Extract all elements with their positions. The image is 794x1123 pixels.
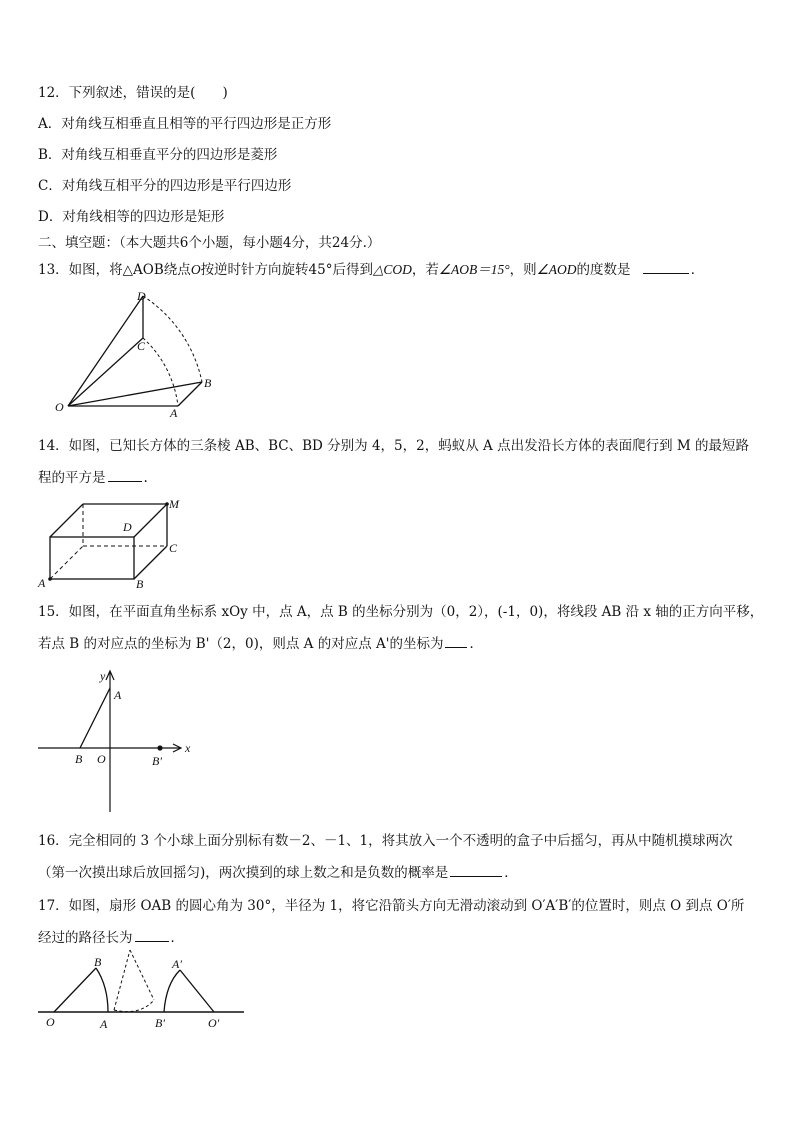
q13-text-4: ，则 [509, 262, 537, 278]
q15-label-x: x [185, 741, 191, 755]
q15-label-b-prime: B′ [152, 754, 162, 768]
q17-text: 经过的路径长为 [38, 930, 133, 946]
q14-label-m: M [169, 497, 179, 511]
q14-label-d: D [123, 520, 132, 534]
q17-label-o-prime: O′ [208, 1016, 220, 1030]
q13-triangle-cod: △COD [373, 262, 412, 277]
q13-text-1: 13．如图，将△AOB绕点 [38, 262, 191, 278]
q16-end: ． [504, 865, 518, 881]
q15-line1: 15．如图，在平面直角坐标系 xOy 中，点 A，点 B 的坐标分别为（0，2），(-1，0)，将线段 AB 沿 x 轴的正方向平移， [38, 604, 764, 620]
q15-text: 若点 B 的对应点的坐标为 B'（2，0)，则点 A 的对应点 A'的坐标为 [38, 636, 444, 652]
q14-label-b: B [136, 577, 144, 591]
q17-end: ． [170, 930, 184, 946]
q13-label-a: A [170, 406, 178, 420]
q17-line1: 17．如图，扇形 OAB 的圆心角为 30°，半径为 1，将它沿箭头方向无滑动滚动到 O′A′B′的位置时，则点 O 到点 O′所 [38, 898, 745, 914]
q13-text-3: ，若 [411, 262, 439, 278]
q14-label-c: C [169, 541, 178, 555]
q14-label-a: A [38, 576, 46, 590]
q13-end: ． [690, 262, 705, 278]
q16-text: （第一次摸出球后放回摇匀)，两次摸到的球上数之和是负数的概率是 [38, 865, 449, 881]
q17-label-b: B [94, 955, 102, 969]
q13-angle-aob: ∠AOB＝15° [438, 262, 510, 277]
q12-option-b: B．对角线互相垂直平分的四边形是菱形 [38, 147, 278, 163]
q14-text: 程的平方是 [38, 470, 106, 486]
q12-option-a: A．对角线互相垂直且相等的平行四边形是正方形 [38, 116, 332, 132]
q13-point-o: O [190, 262, 201, 277]
q16-line1: 16．完全相同的 3 个小球上面分别标有数－2、－1、1，将其放入一个不透明的盒子中后摇匀，再从中随机摸球两次 [38, 833, 733, 849]
q17-label-a-prime: A′ [172, 957, 182, 971]
q15-label-y: y [100, 669, 106, 683]
q17-label-o: O [46, 1015, 55, 1029]
q12-stem: 12．下列叙述，错误的是( ) [38, 85, 228, 101]
q14-line1: 14．如图，已知长方体的三条棱 AB、BC、BD 分别为 4，5，2，蚂蚁从 A 点出发沿长方体的表面爬行到 M 的最短路 [38, 438, 749, 454]
q13-text-5: 的度数是 [576, 262, 631, 278]
q12-option-c: C．对角线互相平分的四边形是平行四边形 [38, 178, 292, 194]
q12-option-d: D．对角线相等的四边形是矩形 [38, 209, 225, 225]
q15-label-b: B [75, 752, 83, 766]
section-fill-in-header: 二、填空题：（本大题共6个小题，每小题4分，共24分.） [38, 235, 381, 251]
q15-label-o: O [97, 752, 106, 766]
q15-label-a: A [114, 688, 122, 702]
q15-end: ． [469, 636, 483, 652]
q13-label-o: O [55, 400, 64, 414]
q13-label-c: C [137, 339, 146, 353]
q13-angle-aod: ∠AOD [536, 262, 577, 277]
q13-label-d: D [137, 289, 146, 303]
q17-label-a: A [100, 1017, 108, 1031]
q17-label-b-prime: B′ [155, 1016, 165, 1030]
q13-label-b: B [204, 376, 212, 390]
q14-end: . [143, 470, 148, 486]
q13-text-2: 按逆时针方向旋转45°后得到 [200, 262, 373, 278]
